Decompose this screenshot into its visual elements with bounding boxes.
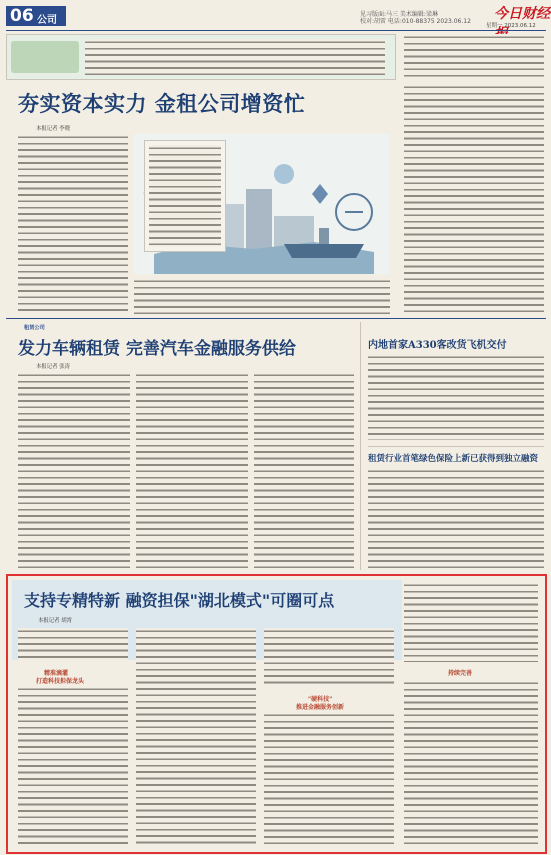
bottom-col4-top [404, 582, 538, 662]
bottom-subhead-1: 精准滴灌 [44, 670, 69, 677]
bottom-subhead-2: 打造科技担保龙头 [36, 678, 85, 685]
editor-contact: 校对:胡雷 电话:010-88375 2023.06.12 [360, 18, 471, 25]
section-rule-1 [6, 318, 546, 319]
bottom-col3 [264, 712, 394, 846]
top-byline: 本报记者 李晓 [36, 126, 71, 132]
middle-left-col1 [18, 372, 130, 568]
middle-right-top-text [368, 354, 544, 440]
bottom-subhead-4: 推进金融服务创新 [296, 704, 345, 711]
intro-image [11, 41, 79, 73]
bottom-intro-text [18, 628, 128, 662]
issue-date: 星期一 2023.06.12 [486, 23, 536, 29]
bottom-col3-top [264, 628, 394, 688]
middle-right-rule [368, 446, 544, 447]
right-column-top-text [404, 34, 544, 78]
page-number-box [6, 6, 66, 26]
right-column-text [404, 84, 544, 314]
top-article-bottom-text [134, 278, 390, 314]
bottom-col4 [404, 680, 538, 846]
bottom-col1 [18, 686, 128, 846]
top-intro-box-text [149, 145, 221, 247]
bottom-subhead-3: "硬科技" [308, 696, 333, 703]
page-header [0, 0, 551, 30]
middle-left-headline: 发力车辆租赁 完善汽车金融服务供给 [18, 339, 296, 359]
middle-kicker: 租赁公司 [24, 325, 45, 331]
section-name: 公司 [37, 15, 57, 26]
top-intro-block [6, 34, 396, 80]
highlighted-article[interactable] [6, 574, 547, 854]
bottom-col2 [136, 628, 256, 846]
bottom-col4-subhead: 持续完善 [448, 670, 473, 677]
top-intro-box [144, 140, 226, 252]
top-article-col1 [18, 134, 128, 314]
middle-left-col2 [136, 372, 248, 568]
middle-right-bottom-text [368, 468, 544, 568]
bottom-headline: 支持专精特新 融资担保"湖北模式"可圈可点 [24, 591, 335, 610]
editor-meta: 见习版面:马三 美术编辑:梁琳 [360, 11, 438, 18]
middle-left-byline: 本报记者 张涛 [36, 364, 71, 370]
bottom-byline: 本报记者 胡霄 [38, 618, 73, 624]
header-rule [6, 30, 546, 31]
intro-text [85, 39, 385, 75]
top-headline: 夯实资本实力 金租公司增资忙 [18, 91, 306, 116]
middle-right-bottom-headline: 租赁行业首笔绿色保险上新已获得到独立融资 [368, 454, 539, 464]
column-divider [360, 322, 361, 570]
newspaper-logo: 今日财经 [494, 6, 550, 22]
page-number: 06 [10, 6, 34, 26]
middle-left-col3 [254, 372, 354, 568]
middle-right-top-headline: 内地首家A330客改货飞机交付 [368, 340, 507, 351]
